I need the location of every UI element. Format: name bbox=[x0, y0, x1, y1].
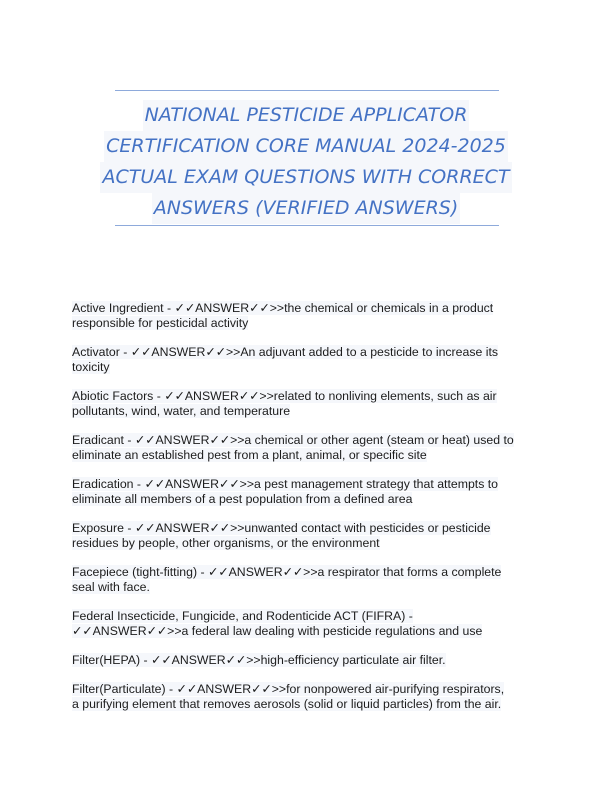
qa-entry-activator bbox=[72, 345, 552, 375]
entry-text: Exposure - ✓✓ANSWER✓✓>>unwanted contact with pesticides or pesticide bbox=[72, 521, 491, 535]
title-line: NATIONAL PESTICIDE APPLICATOR bbox=[143, 100, 470, 131]
entry-text: Eradicant - ✓✓ANSWER✓✓>>a chemical or other agent (steam or heat) used to bbox=[72, 433, 514, 447]
title-line: ACTUAL EXAM QUESTIONS WITH CORRECT bbox=[100, 162, 511, 193]
entry-text: a purifying element that removes aerosols (solid or liquid particles) from the air. bbox=[72, 697, 502, 711]
entry-text: responsible for pesticidal activity bbox=[72, 316, 249, 330]
title-line: ANSWERS (VERIFIED ANSWERS) bbox=[152, 193, 461, 224]
entry-text: Eradication - ✓✓ANSWER✓✓>>a pest management strategy that attempts to bbox=[72, 477, 499, 491]
title-line: CERTIFICATION CORE MANUAL 2024-2025 bbox=[104, 131, 508, 162]
document-title bbox=[100, 100, 512, 224]
entry-text: eliminate all members of a pest population from a defined area bbox=[72, 492, 413, 506]
title-bottom-rule bbox=[115, 225, 499, 226]
entry-text: Activator - ✓✓ANSWER✓✓>>An adjuvant added to a pesticide to increase its bbox=[72, 345, 499, 359]
qa-entry-eradication bbox=[72, 477, 552, 507]
entry-text: ✓✓ANSWER✓✓>>a federal law dealing with pesticide regulations and use bbox=[72, 624, 483, 638]
qa-entry-exposure bbox=[72, 521, 552, 551]
title-top-rule bbox=[115, 90, 499, 91]
entry-text: eliminate an established pest from a plant, animal, or specific site bbox=[72, 448, 427, 462]
entry-text: Facepiece (tight-fitting) - ✓✓ANSWER✓✓>>a respirator that forms a complete bbox=[72, 565, 502, 579]
entry-text: Federal Insecticide, Fungicide, and Rodenticide ACT (FIFRA) - bbox=[72, 609, 413, 623]
entry-text: Filter(Particulate) - ✓✓ANSWER✓✓>>for nonpowered air-purifying respirators, bbox=[72, 682, 505, 696]
entry-text: seal with face. bbox=[72, 580, 150, 594]
entry-text: toxicity bbox=[72, 360, 110, 374]
entry-text: Abiotic Factors - ✓✓ANSWER✓✓>>related to nonliving elements, such as air bbox=[72, 389, 497, 403]
entry-text: residues by people, other organisms, or the environment bbox=[72, 536, 380, 550]
qa-entry-filter-particulate bbox=[72, 682, 552, 712]
qa-entry-fifra bbox=[72, 609, 552, 639]
qa-list bbox=[72, 301, 552, 726]
entry-text: Active Ingredient - ✓✓ANSWER✓✓>>the chemical or chemicals in a product bbox=[72, 301, 494, 315]
entry-text: Filter(HEPA) - ✓✓ANSWER✓✓>>high-efficiency particulate air filter. bbox=[72, 653, 446, 667]
qa-entry-abiotic-factors bbox=[72, 389, 552, 419]
qa-entry-active-ingredient bbox=[72, 301, 552, 331]
qa-entry-facepiece bbox=[72, 565, 552, 595]
qa-entry-filter-hepa bbox=[72, 653, 552, 668]
qa-entry-eradicant bbox=[72, 433, 552, 463]
entry-text: pollutants, wind, water, and temperature bbox=[72, 404, 291, 418]
